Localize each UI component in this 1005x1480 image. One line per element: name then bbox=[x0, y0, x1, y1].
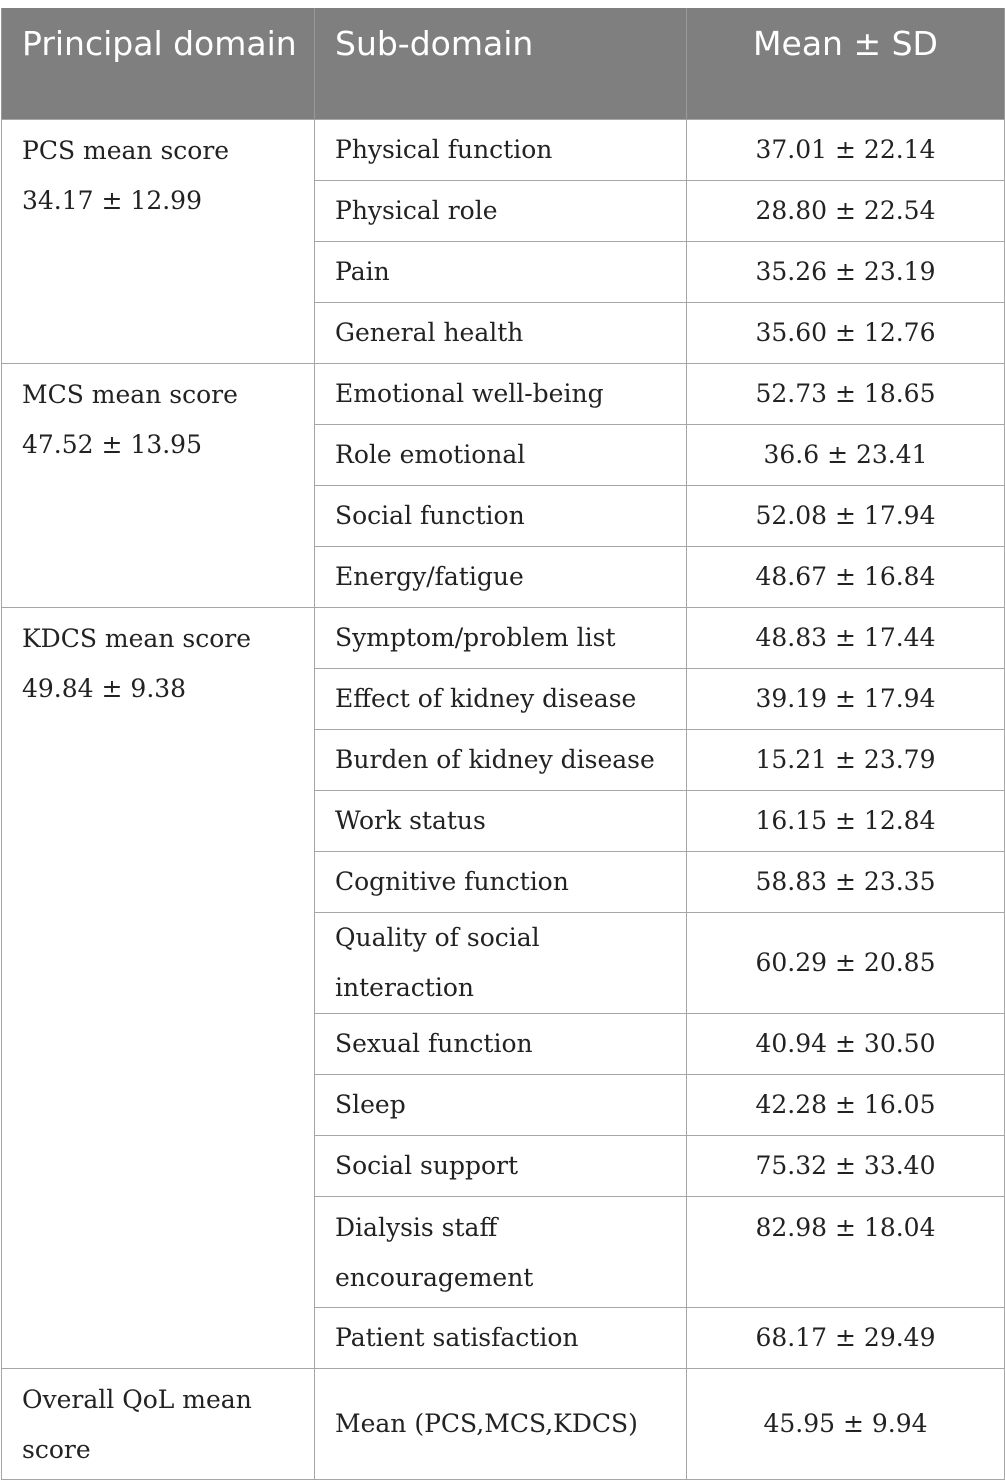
sub-domain-cell: Sleep bbox=[315, 1074, 687, 1135]
sub-domain-cell: Dialysis staff encouragement bbox=[315, 1196, 687, 1307]
table-body bbox=[2, 119, 1005, 1479]
mean-sd-cell: 60.29 ± 20.85 bbox=[687, 912, 1005, 1013]
sub-domain-cell: Symptom/problem list bbox=[315, 607, 687, 668]
mean-sd-cell: 75.32 ± 33.40 bbox=[687, 1135, 1005, 1196]
mean-sd-cell: 68.17 ± 29.49 bbox=[687, 1307, 1005, 1368]
mean-sd-cell: 45.95 ± 9.94 bbox=[687, 1368, 1005, 1479]
sub-domain-cell: Quality of social interaction bbox=[315, 912, 687, 1013]
header-sub-domain: Sub-domain bbox=[315, 8, 687, 119]
qol-table bbox=[1, 8, 1005, 1480]
principal-domain-overall: Overall QoL mean score bbox=[2, 1368, 315, 1479]
sub-domain-cell: Social function bbox=[315, 485, 687, 546]
sub-domain-cell: Burden of kidney disease bbox=[315, 729, 687, 790]
sub-domain-cell: Sexual function bbox=[315, 1013, 687, 1074]
sub-domain-cell: Physical role bbox=[315, 180, 687, 241]
principal-domain-kdcs bbox=[2, 607, 315, 1368]
table-header bbox=[2, 8, 1005, 119]
principal-label: KDCS mean score bbox=[22, 623, 252, 653]
mean-sd-cell: 35.60 ± 12.76 bbox=[687, 302, 1005, 363]
mean-sd-cell: 42.28 ± 16.05 bbox=[687, 1074, 1005, 1135]
sub-domain-cell: Physical function bbox=[315, 119, 687, 180]
sub-domain-cell: Effect of kidney disease bbox=[315, 668, 687, 729]
mean-sd-cell: 52.73 ± 18.65 bbox=[687, 363, 1005, 424]
sub-domain-cell: Pain bbox=[315, 241, 687, 302]
sub-domain-cell: General health bbox=[315, 302, 687, 363]
mean-sd-cell: 52.08 ± 17.94 bbox=[687, 485, 1005, 546]
table-row bbox=[2, 119, 1005, 180]
principal-domain-mcs bbox=[2, 363, 315, 607]
table-row bbox=[2, 363, 1005, 424]
principal-value: 49.84 ± 9.38 bbox=[22, 673, 187, 703]
header-mean-sd: Mean ± SD bbox=[687, 8, 1005, 119]
mean-sd-cell: 37.01 ± 22.14 bbox=[687, 119, 1005, 180]
mean-sd-cell: 39.19 ± 17.94 bbox=[687, 668, 1005, 729]
sub-domain-cell: Role emotional bbox=[315, 424, 687, 485]
principal-value: 47.52 ± 13.95 bbox=[22, 429, 202, 459]
header-row bbox=[2, 8, 1005, 119]
header-principal-domain: Principal domain bbox=[2, 8, 315, 119]
principal-value: 34.17 ± 12.99 bbox=[22, 185, 202, 215]
sub-domain-cell: Energy/fatigue bbox=[315, 546, 687, 607]
sub-domain-cell: Cognitive function bbox=[315, 851, 687, 912]
principal-domain-pcs bbox=[2, 119, 315, 363]
sub-domain-cell: Social support bbox=[315, 1135, 687, 1196]
mean-sd-cell: 16.15 ± 12.84 bbox=[687, 790, 1005, 851]
principal-label: MCS mean score bbox=[22, 379, 238, 409]
sub-domain-cell: Patient satisfaction bbox=[315, 1307, 687, 1368]
mean-sd-cell: 40.94 ± 30.50 bbox=[687, 1013, 1005, 1074]
principal-label: PCS mean score bbox=[22, 135, 230, 165]
mean-sd-cell: 35.26 ± 23.19 bbox=[687, 241, 1005, 302]
mean-sd-cell: 58.83 ± 23.35 bbox=[687, 851, 1005, 912]
mean-sd-cell: 28.80 ± 22.54 bbox=[687, 180, 1005, 241]
mean-sd-cell: 82.98 ± 18.04 bbox=[687, 1196, 1005, 1307]
sub-domain-cell: Work status bbox=[315, 790, 687, 851]
table-row-overall bbox=[2, 1368, 1005, 1479]
mean-sd-cell: 48.83 ± 17.44 bbox=[687, 607, 1005, 668]
sub-domain-cell: Emotional well-being bbox=[315, 363, 687, 424]
sub-domain-cell: Mean (PCS,MCS,KDCS) bbox=[315, 1368, 687, 1479]
mean-sd-cell: 15.21 ± 23.79 bbox=[687, 729, 1005, 790]
mean-sd-cell: 48.67 ± 16.84 bbox=[687, 546, 1005, 607]
mean-sd-cell: 36.6 ± 23.41 bbox=[687, 424, 1005, 485]
table-row bbox=[2, 607, 1005, 668]
